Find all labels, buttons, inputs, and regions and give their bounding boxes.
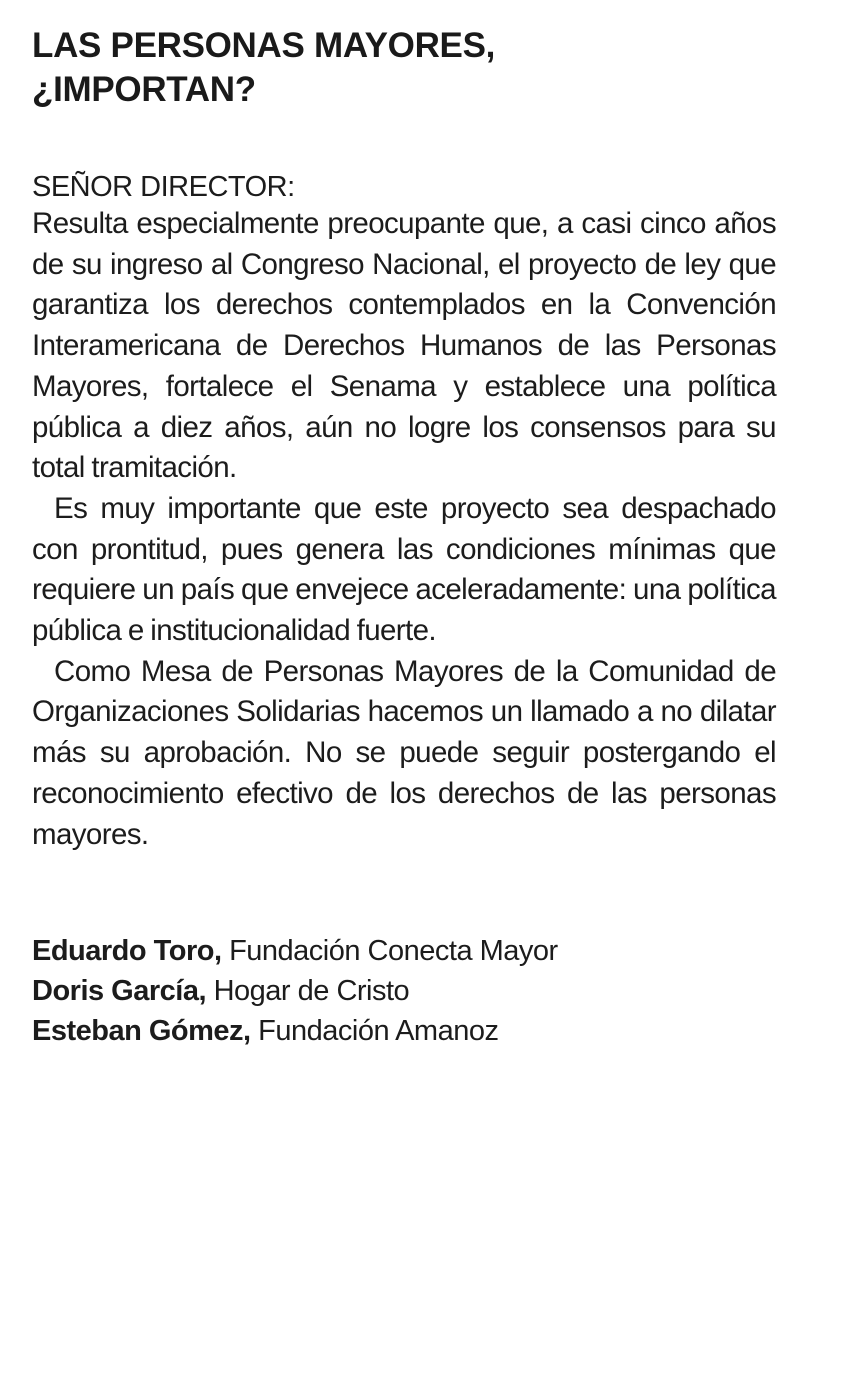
signature-2 xyxy=(32,971,776,1011)
signature-name: Esteban Gómez, xyxy=(32,1015,251,1048)
paragraph-1: Resulta especialmente preocupante que, a casi cinco años de su ingreso al Congreso Nacional, el proyecto de ley que garantiza los derechos contemplados en la Convención Interamericana de Derechos Humanos de las Personas Mayores, fortalece el Senama y establece una política pública a diez años, aún no logre los consensos para su total tramitación. xyxy=(32,207,776,485)
signature-3 xyxy=(32,1011,776,1051)
signature-organization: Hogar de Cristo xyxy=(206,975,410,1008)
salutation: SEÑOR DIRECTOR: xyxy=(32,171,295,203)
headline-line-1: LAS PERSONAS MAYORES, xyxy=(32,26,496,65)
paragraph-3: Como Mesa de Personas Mayores de la Comunidad de Organizaciones Solidarias hacemos un llamado a no dilatar más su aprobación. No se puede seguir postergando el reconocimiento efectivo de los derechos de las personas mayores. xyxy=(32,654,776,851)
signature-name: Doris García, xyxy=(32,975,207,1008)
signature-1 xyxy=(32,931,776,971)
signature-name: Eduardo Toro, xyxy=(32,935,222,968)
headline-line-2: ¿IMPORTAN? xyxy=(32,70,256,109)
signature-organization: Fundación Amanoz xyxy=(250,1015,499,1048)
headline xyxy=(32,24,776,112)
signatures xyxy=(32,931,776,1051)
letter-body xyxy=(32,204,776,855)
letter-to-editor xyxy=(32,24,776,1051)
paragraph-2: Es muy importante que este proyecto sea despachado con prontitud, pues genera las condiciones mínimas que requiere un país que envejece aceleradamente: una política pública e institucionalidad fuerte. xyxy=(32,491,776,648)
signature-organization: Fundación Conecta Mayor xyxy=(221,935,558,968)
